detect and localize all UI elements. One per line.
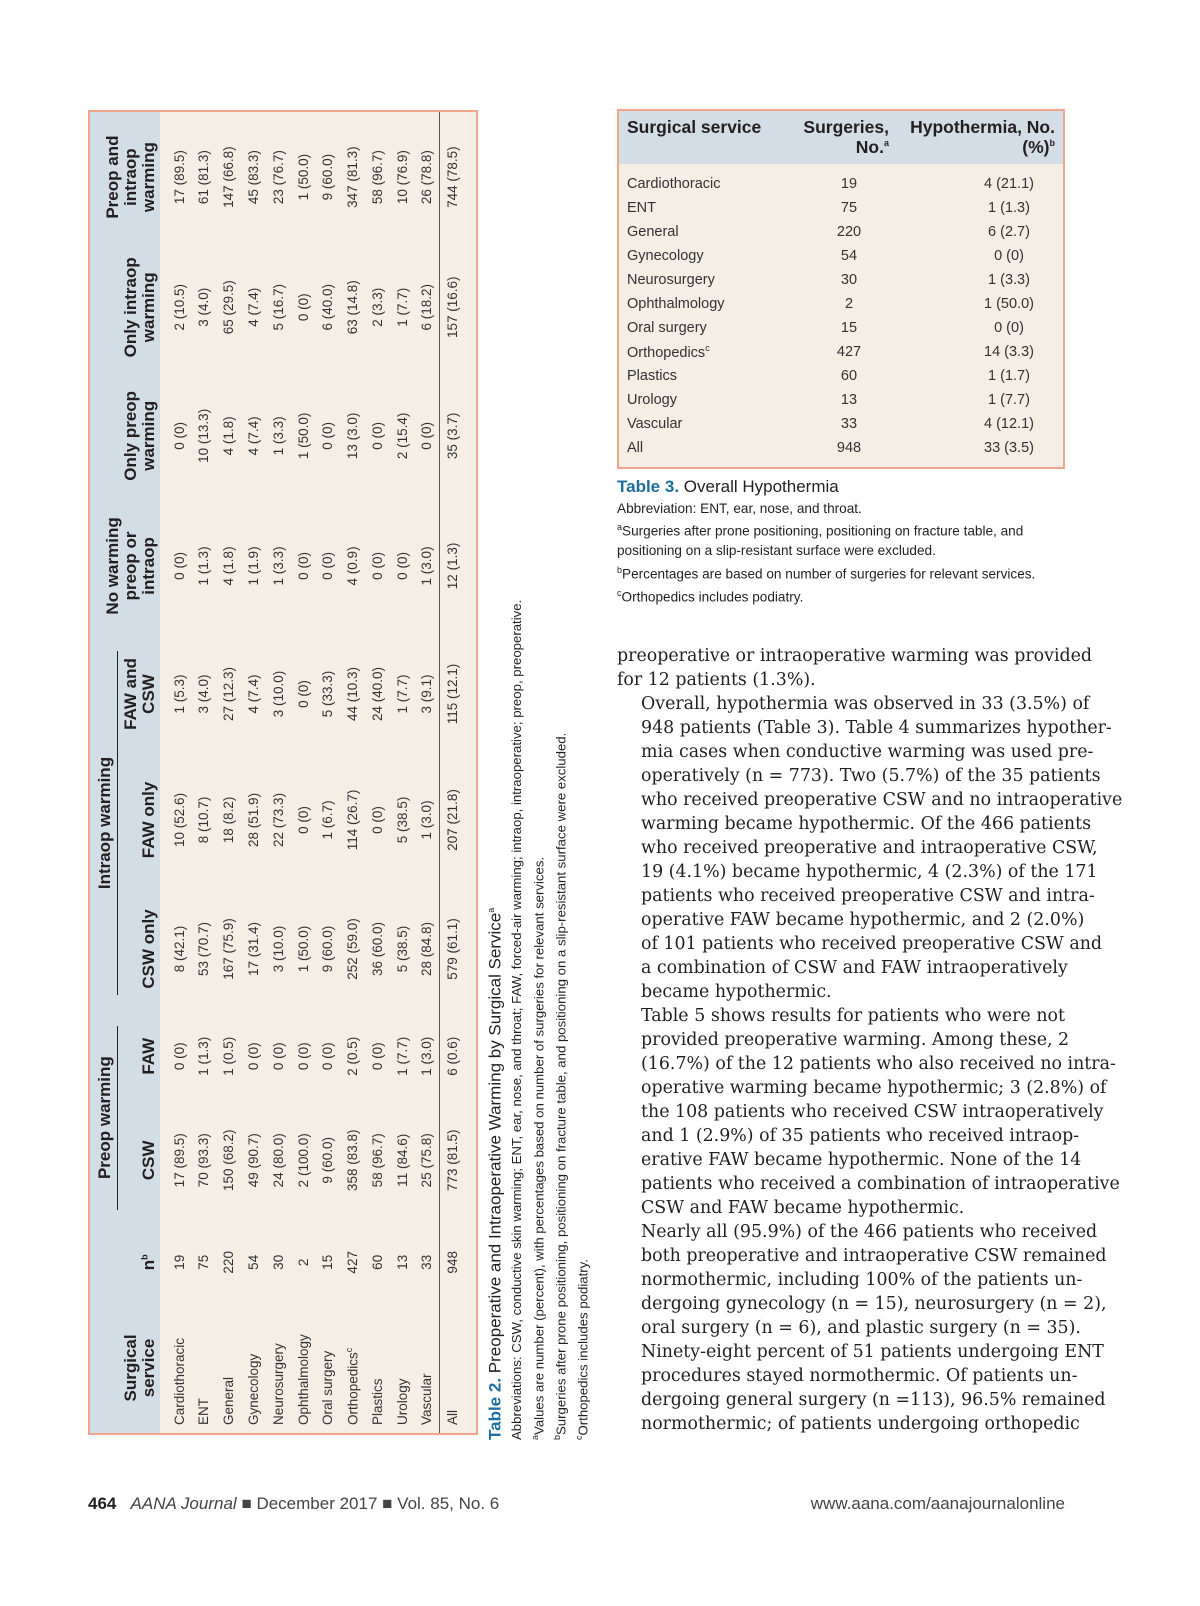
table-row	[619, 244, 1063, 268]
value-cell: 347 (81.3)	[345, 146, 361, 208]
table-row	[192, 112, 217, 1433]
value-cell: 157 (16.6)	[440, 242, 465, 372]
value-cell: 18 (8.2)	[221, 796, 237, 844]
table-row	[241, 112, 266, 1433]
table3-abbreviations: Abbreviation: ENT, ear, nose, and throat.	[617, 501, 862, 516]
body-paragraph	[617, 1004, 1120, 1220]
value-cell: 28 (51.9)	[246, 792, 262, 847]
text-line: dergoing general surgery (n =113), 96.5% remained	[641, 1390, 1106, 1410]
text-line: erative FAW became hypothermic. None of the 14	[641, 1150, 1082, 1170]
value-cell: 0 (0)	[295, 806, 311, 834]
value-cell: 2 (100.0)	[295, 1133, 311, 1188]
value-cell: 3 (10.0)	[270, 670, 286, 718]
t2-header-preop-and-intraop: Preop and intraop warming	[90, 112, 160, 242]
table3-caption-title: Table 3. Overall Hypothermia	[617, 477, 839, 496]
text-line: who received preoperative CSW and no intraoperative	[641, 790, 1123, 810]
value-cell: 0 (0)	[270, 1042, 286, 1071]
table-row	[619, 364, 1063, 388]
t3-header-service: Surgical service	[619, 111, 779, 164]
journal-url[interactable]: www.aana.com/aanajournalonline	[810, 1494, 1065, 1513]
value-cell: 114 (26.7)	[345, 789, 361, 851]
table2-note-b: $^b$Surgeries after prone positioning, positioning on fracture table, and positioning on a slip-resistant surface were excluded.	[552, 732, 569, 1440]
value-cell: 10 (13.3)	[196, 408, 212, 463]
table-row	[266, 112, 291, 1433]
value-cell: 49 (90.7)	[246, 1133, 262, 1188]
surgeries-cell: 19	[840, 176, 858, 193]
value-cell: 4 (1.8)	[221, 546, 237, 586]
value-cell: 58 (96.7)	[370, 150, 385, 205]
table2-caption	[478, 400, 591, 1440]
surgeries-cell: 75	[840, 200, 858, 217]
value-cell: 3 (9.1)	[419, 674, 435, 714]
surgeries-cell: 427	[836, 344, 862, 361]
footer-bullet: ■	[382, 1494, 393, 1513]
text-line: CSW and FAW became hypothermic.	[641, 1198, 965, 1218]
value-cell: 1 (1.9)	[246, 546, 262, 586]
value-cell: 1 (3.0)	[419, 1036, 435, 1076]
hypothermia-cell: 4 (21.1)	[984, 176, 1034, 193]
service-cell: General	[221, 1376, 237, 1425]
value-cell: 10 (52.6)	[172, 792, 188, 847]
value-cell: 4 (7.4)	[246, 416, 262, 456]
text-line: 948 patients (Table 3). Table 4 summarizes hypother-	[641, 718, 1112, 738]
value-cell: 167 (75.9)	[221, 918, 237, 980]
table3-note-b: $^b$Percentages are based on number of surgeries for relevant services.	[617, 564, 1036, 582]
value-cell: 35 (3.7)	[440, 372, 465, 499]
value-cell: 0 (0)	[295, 552, 311, 580]
t2-header-csw-only: CSW only	[120, 884, 160, 1013]
value-cell: 1 (50.0)	[295, 153, 311, 201]
text-line: the 108 patients who received CSW intraoperatively	[641, 1102, 1104, 1122]
value-cell: 5 (16.7)	[270, 284, 286, 331]
text-line: Nearly all (95.9%) of the 466 patients who received	[641, 1222, 1098, 1242]
service-cell: All	[627, 440, 644, 457]
value-cell: 4 (7.4)	[246, 287, 262, 327]
surgeries-cell: 33	[840, 416, 858, 433]
service-cell: Urology	[394, 1378, 410, 1425]
value-cell: 1 (5.3)	[172, 674, 188, 714]
t2-group-preop: Preop warming	[90, 1014, 120, 1222]
hypothermia-cell: 1 (3.3)	[988, 272, 1030, 289]
value-cell: 10 (76.9)	[394, 150, 410, 205]
value-cell: 744 (78.5)	[440, 112, 465, 242]
value-cell: 150 (68.2)	[221, 1129, 237, 1192]
value-cell: 1 (1.3)	[196, 1036, 212, 1076]
service-cell: Plastics	[370, 1378, 385, 1425]
value-cell: 6 (0.6)	[440, 1014, 465, 1099]
service-cell: Cardiothoracic	[627, 176, 721, 193]
value-cell: 0 (0)	[370, 421, 385, 450]
footer-bullet: ■	[241, 1494, 252, 1513]
value-cell: 17 (31.4)	[246, 921, 262, 977]
text-line: operative FAW became hypothermic, and 2 (2.0%)	[641, 910, 1085, 930]
value-cell: 1 (7.7)	[394, 1036, 410, 1076]
value-cell: 22 (73.3)	[270, 792, 286, 847]
t2-header-no-warming: No warming preop or intraop	[90, 499, 160, 632]
value-cell: 0 (0)	[172, 421, 188, 450]
service-cell: Oral surgery	[627, 320, 707, 337]
value-cell: 33	[419, 1254, 435, 1270]
value-cell: 1 (0.5)	[221, 1036, 237, 1076]
t2-header-n: $n^b$	[90, 1222, 160, 1303]
value-cell: 2 (0.5)	[345, 1036, 361, 1076]
surgeries-cell: 30	[840, 272, 858, 289]
value-cell: 36 (60.0)	[370, 921, 385, 977]
value-cell: 11 (84.6)	[394, 1133, 410, 1187]
volume-info: Vol. 85, No. 6	[397, 1494, 500, 1513]
table2-caption-title: Table 2. Preoperative and Intraoperative Warming by Surgical Service$^a$	[485, 907, 505, 1440]
value-cell: 0 (0)	[320, 552, 336, 580]
service-cell: Gynecology	[627, 248, 704, 265]
value-cell: 24 (40.0)	[370, 666, 385, 721]
value-cell: 207 (21.8)	[440, 755, 465, 884]
service-cell: Oral surgery	[320, 1350, 336, 1425]
value-cell: 9 (60.0)	[320, 153, 336, 201]
hypothermia-cell: 4 (12.1)	[984, 416, 1034, 433]
issue-date: December 2017	[256, 1494, 378, 1513]
table-row	[619, 196, 1063, 220]
table2-note-a: $^a$Values are number (percent), with percentages based on number of surgeries for relevant services.	[529, 856, 547, 1440]
value-cell: 4 (1.8)	[221, 416, 237, 456]
service-cell: Gynecology	[246, 1353, 262, 1425]
service-cell: ENT	[196, 1398, 212, 1425]
value-cell: 115 (12.1)	[440, 633, 465, 756]
value-cell: 1 (7.7)	[394, 674, 410, 714]
value-cell: 1 (3.0)	[419, 800, 435, 840]
table2-abbreviations: Abbreviations: CSW, conductive skin warming; ENT, ear, nose, and throat; FAW, forced-air warming; intraop, intraoperative; preop, preoperative.	[508, 599, 524, 1440]
text-line: 19 (4.1%) became hypothermic, 4 (2.3%) of the 171	[641, 862, 1098, 882]
value-cell: 53 (70.7)	[196, 921, 212, 977]
text-line: oral surgery (n = 6), and plastic surgery (n = 35).	[641, 1318, 1081, 1338]
text-line: Ninety-eight percent of 51 patients undergoing ENT	[641, 1342, 1104, 1362]
table-row	[390, 112, 415, 1433]
service-cell: All	[440, 1303, 465, 1433]
value-cell: 60	[370, 1254, 385, 1270]
value-cell: 65 (29.5)	[221, 280, 237, 335]
t2-header-service: Surgical service	[90, 1303, 160, 1433]
table3	[619, 111, 1063, 460]
value-cell: 5 (38.5)	[394, 925, 410, 973]
service-cell: Cardiothoracic	[172, 1337, 188, 1425]
value-cell: 2	[295, 1258, 311, 1267]
value-cell: 2 (3.3)	[370, 287, 385, 327]
table2-caption-container	[478, 400, 591, 1440]
table3-note-a: $^a$Surgeries after prone positioning, positioning on fracture table, and positioning on a slip-resistant surface were excluded.	[617, 522, 1024, 559]
value-cell: 44 (10.3)	[345, 666, 361, 721]
value-cell: 2 (15.4)	[394, 412, 410, 460]
text-line: normothermic, including 100% of the patients un-	[641, 1270, 1083, 1290]
table-row	[619, 220, 1063, 244]
text-line: operatively (n = 773). Two (5.7%) of the 35 patients	[641, 766, 1101, 786]
table3-container	[617, 109, 1065, 469]
value-cell: 63 (14.8)	[345, 280, 361, 335]
value-cell: 0 (0)	[370, 552, 385, 580]
text-line: Table 5 shows results for patients who were not	[641, 1006, 1065, 1026]
value-cell: 773 (81.5)	[440, 1099, 465, 1222]
value-cell: 5 (33.3)	[320, 670, 336, 718]
hypothermia-cell: 0 (0)	[994, 248, 1024, 265]
table-row	[619, 292, 1063, 316]
page-footer	[88, 1494, 1065, 1514]
value-cell: 147 (66.8)	[221, 146, 237, 208]
table-row	[365, 112, 390, 1433]
value-cell: 8 (10.7)	[196, 796, 212, 844]
value-cell: 4 (7.4)	[246, 674, 262, 714]
value-cell: 579 (61.1)	[440, 884, 465, 1013]
text-line: Overall, hypothermia was observed in 33 (3.5%) of	[641, 694, 1090, 714]
t2-header-faw: FAW	[120, 1014, 160, 1099]
table-row	[619, 316, 1063, 340]
service-cell: Vascular	[419, 1373, 435, 1425]
table-row	[291, 112, 316, 1433]
value-cell: 23 (76.7)	[270, 150, 286, 205]
text-line: preoperative or intraoperative warming was provided	[617, 646, 1093, 666]
value-cell: 4 (0.9)	[345, 546, 361, 586]
value-cell: 75	[196, 1254, 212, 1270]
value-cell: 1 (50.0)	[295, 412, 311, 460]
service-cell: Vascular	[627, 416, 683, 433]
table2-container	[88, 110, 478, 1435]
value-cell: 0 (0)	[320, 421, 336, 450]
text-line: became hypothermic.	[641, 982, 832, 1002]
value-cell: 0 (0)	[295, 1042, 311, 1071]
service-cell: Plastics	[627, 368, 677, 385]
table3-caption	[617, 475, 1067, 607]
table3-body	[619, 164, 1063, 460]
text-line: mia cases when conductive warming was used pre-	[641, 742, 1094, 762]
body-paragraph	[617, 1220, 1107, 1436]
value-cell: 252 (59.0)	[345, 918, 361, 980]
table-row	[440, 112, 465, 1433]
value-cell: 25 (75.8)	[419, 1133, 435, 1188]
journal-name: AANA Journal	[130, 1494, 237, 1513]
table-row	[619, 388, 1063, 412]
hypothermia-cell: 1 (1.7)	[988, 368, 1030, 385]
text-line: dergoing gynecology (n = 15), neurosurgery (n = 2),	[641, 1294, 1107, 1314]
text-line: patients who received preoperative CSW and intra-	[641, 886, 1095, 906]
value-cell: 13	[394, 1254, 410, 1270]
value-cell: 0 (0)	[172, 1042, 188, 1071]
table-row	[619, 412, 1063, 436]
value-cell: 6 (18.2)	[419, 284, 435, 331]
table-row	[619, 436, 1063, 460]
text-line: patients who received a combination of intraoperative	[641, 1174, 1120, 1194]
value-cell: 1 (3.0)	[419, 546, 435, 586]
value-cell: 30	[270, 1254, 286, 1270]
text-line: of 101 patients who received preoperative CSW and	[641, 934, 1103, 954]
text-line: and 1 (2.9%) of 35 patients who received intraop-	[641, 1126, 1080, 1146]
value-cell: 15	[320, 1254, 336, 1270]
table2	[90, 112, 464, 1433]
value-cell: 0 (0)	[419, 421, 435, 450]
value-cell: 0 (0)	[295, 293, 311, 322]
value-cell: 54	[246, 1254, 262, 1270]
surgeries-cell: 60	[840, 368, 858, 385]
value-cell: 17 (89.5)	[172, 1133, 188, 1188]
hypothermia-cell: 1 (7.7)	[988, 392, 1030, 409]
value-cell: 45 (83.3)	[246, 150, 262, 205]
text-line: who received preoperative and intraoperative CSW,	[641, 838, 1098, 858]
service-cell: Ophthalmology	[627, 296, 725, 313]
value-cell: 358 (83.8)	[345, 1129, 361, 1192]
value-cell: 6 (40.0)	[320, 284, 336, 331]
service-cell: Orthopedics$^c$	[344, 1347, 361, 1425]
service-cell: Neurosurgery	[270, 1343, 286, 1425]
service-cell: Orthopedics$^c$	[627, 343, 710, 362]
value-cell: 1 (3.3)	[270, 546, 286, 586]
value-cell: 58 (96.7)	[370, 1133, 385, 1188]
value-cell: 1 (3.3)	[270, 416, 286, 456]
table-row	[216, 112, 241, 1433]
value-cell: 0 (0)	[295, 680, 311, 708]
hypothermia-cell: 6 (2.7)	[988, 224, 1030, 241]
text-line: a combination of CSW and FAW intraoperatively	[641, 958, 1068, 978]
value-cell: 0 (0)	[246, 1042, 262, 1071]
value-cell: 3 (4.0)	[196, 674, 212, 714]
value-cell: 0 (0)	[320, 1042, 336, 1071]
text-line: provided preoperative warming. Among these, 2	[641, 1030, 1070, 1050]
text-line: (16.7%) of the 12 patients who also received no intra-	[641, 1054, 1116, 1074]
table-row	[619, 268, 1063, 292]
value-cell: 28 (84.8)	[419, 921, 435, 977]
value-cell: 1 (50.0)	[295, 925, 311, 973]
table2-note-c: $^c$Orthopedics includes podiatry.	[574, 1259, 591, 1440]
hypothermia-cell: 33 (3.5)	[984, 440, 1034, 457]
table-row	[316, 112, 341, 1433]
t3-header-hypothermia: Hypothermia, No. (%)$^b$	[897, 111, 1063, 164]
text-line: procedures stayed normothermic. Of patients un-	[641, 1366, 1078, 1386]
surgeries-cell: 220	[836, 224, 862, 241]
body-paragraph	[617, 644, 1093, 692]
body-paragraph	[617, 692, 1123, 1004]
page-number: 464	[88, 1494, 117, 1513]
table2-body	[160, 112, 465, 1433]
value-cell: 24 (80.0)	[270, 1133, 286, 1188]
text-line: both preoperative and intraoperative CSW remained	[641, 1246, 1107, 1266]
hypothermia-cell: 0 (0)	[994, 320, 1024, 337]
value-cell: 27 (12.3)	[221, 666, 237, 721]
value-cell: 8 (42.1)	[172, 925, 188, 973]
t2-header-only-preop: Only preop warming	[90, 372, 160, 499]
hypothermia-cell: 1 (50.0)	[984, 296, 1034, 313]
surgeries-cell: 54	[840, 248, 858, 265]
value-cell: 0 (0)	[394, 552, 410, 580]
table-row	[160, 112, 192, 1433]
value-cell: 0 (0)	[370, 1042, 385, 1071]
value-cell: 9 (60.0)	[320, 1137, 336, 1184]
value-cell: 61 (81.3)	[196, 150, 212, 205]
value-cell: 17 (89.5)	[172, 150, 188, 205]
value-cell: 19	[172, 1254, 188, 1270]
value-cell: 1 (1.3)	[196, 546, 212, 586]
value-cell: 9 (60.0)	[320, 925, 336, 973]
surgeries-cell: 2	[844, 296, 854, 313]
table-row	[340, 112, 365, 1433]
value-cell: 1 (6.7)	[320, 800, 336, 840]
value-cell: 3 (10.0)	[270, 925, 286, 973]
value-cell: 220	[221, 1251, 237, 1274]
value-cell: 948	[440, 1222, 465, 1303]
value-cell: 5 (38.5)	[394, 796, 410, 844]
t2-header-faw-and-csw: FAW and CSW	[120, 633, 160, 756]
value-cell: 70 (93.3)	[196, 1133, 212, 1188]
value-cell: 26 (78.8)	[419, 150, 435, 205]
t2-header-csw: CSW	[120, 1099, 160, 1222]
value-cell: 2 (10.5)	[172, 284, 188, 331]
t3-header-surgeries: Surgeries, No.$^a$	[779, 111, 897, 164]
value-cell: 427	[345, 1251, 361, 1274]
value-cell: 12 (1.3)	[440, 499, 465, 632]
service-cell: ENT	[627, 200, 656, 217]
value-cell: 3 (4.0)	[196, 287, 212, 327]
text-line: normothermic; of patients undergoing orthopedic	[641, 1414, 1080, 1434]
value-cell: 0 (0)	[370, 806, 385, 834]
hypothermia-cell: 1 (1.3)	[988, 200, 1030, 217]
table-row	[619, 340, 1063, 364]
surgeries-cell: 13	[840, 392, 858, 409]
surgeries-cell: 948	[836, 440, 862, 457]
table3-note-c: $^c$Orthopedics includes podiatry.	[617, 587, 804, 605]
value-cell: 0 (0)	[172, 552, 188, 580]
text-line: for 12 patients (1.3%).	[617, 670, 816, 690]
surgeries-cell: 15	[840, 320, 858, 337]
t2-header-only-intraop: Only intraop warming	[90, 242, 160, 372]
service-cell: Ophthalmology	[295, 1334, 311, 1425]
text-line: operative warming became hypothermic; 3 (2.8%) of	[641, 1078, 1107, 1098]
table2-rotated	[88, 110, 478, 1435]
table-row	[415, 112, 440, 1433]
service-cell: General	[627, 224, 679, 241]
service-cell: Urology	[627, 392, 677, 409]
service-cell: Neurosurgery	[627, 272, 715, 289]
table-row	[619, 164, 1063, 196]
text-line: warming became hypothermic. Of the 466 patients	[641, 814, 1091, 834]
hypothermia-cell: 14 (3.3)	[984, 344, 1034, 361]
t2-header-faw-only: FAW only	[120, 755, 160, 884]
body-text	[617, 644, 1123, 1436]
value-cell: 1 (7.7)	[394, 287, 410, 327]
value-cell: 13 (3.0)	[345, 412, 361, 460]
t2-group-intraop: Intraop warming	[90, 633, 120, 1014]
